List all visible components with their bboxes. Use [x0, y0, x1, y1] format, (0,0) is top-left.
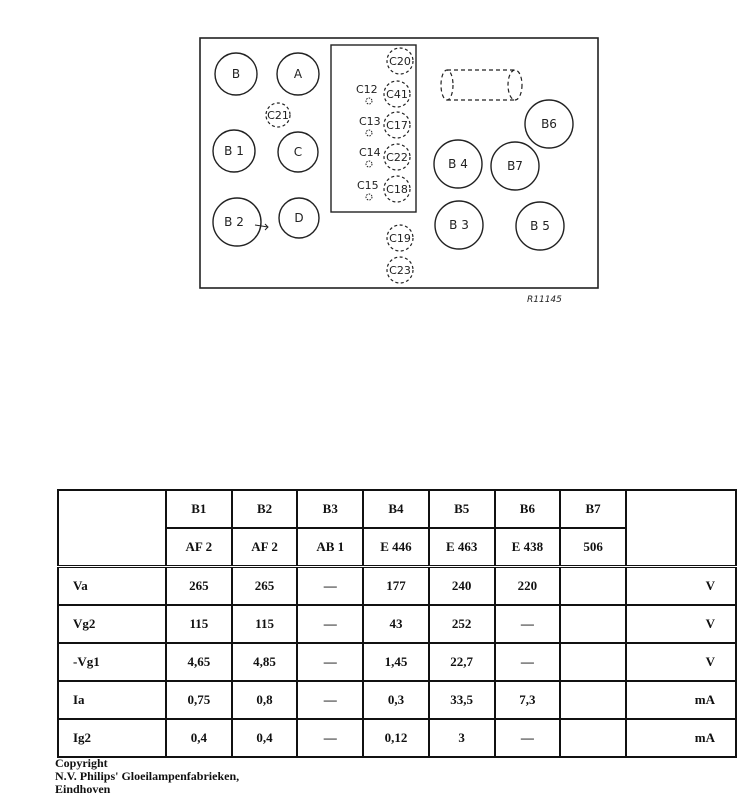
value-cell: — — [495, 719, 561, 757]
copyright-line-1: Copyright — [55, 756, 108, 770]
value-cell: — — [297, 643, 363, 681]
value-cell: 265 — [166, 567, 232, 606]
valve-label-b5: B 5 — [530, 219, 550, 233]
value-cell: 0,8 — [232, 681, 298, 719]
value-cell: 22,7 — [429, 643, 495, 681]
unit-cell: mA — [626, 719, 736, 757]
param-label: Va — [58, 567, 166, 606]
unit-cell: V — [626, 605, 736, 643]
svg-text:C22: C22 — [386, 151, 408, 164]
param-label: Vg2 — [58, 605, 166, 643]
chassis-layout-diagram — [0, 0, 749, 320]
header-valve-b4: B4 — [363, 490, 429, 528]
svg-text:C18: C18 — [386, 183, 408, 196]
value-cell: — — [297, 567, 363, 606]
svg-text:C12: C12 — [356, 83, 378, 96]
value-cell: 0,4 — [166, 719, 232, 757]
value-cell — [560, 719, 626, 757]
value-cell: — — [495, 643, 561, 681]
valve-label-c: C — [293, 145, 303, 159]
valve-label-b2: B 2 — [224, 215, 244, 229]
value-cell — [560, 605, 626, 643]
header-valve-b3: B3 — [297, 490, 363, 528]
valve-socket-b — [215, 53, 257, 95]
capacitor-c21 — [266, 103, 290, 127]
value-cell — [560, 643, 626, 681]
svg-text:C17: C17 — [386, 119, 408, 132]
capacitor-c18 — [384, 176, 410, 202]
valve-label-b7: B7 — [507, 159, 523, 173]
value-cell: — — [297, 681, 363, 719]
type-b4: E 446 — [363, 528, 429, 567]
capacitor-c15 — [357, 179, 379, 200]
type-b5: E 463 — [429, 528, 495, 567]
valve-label-b: B — [231, 67, 241, 81]
capacitor-c20 — [387, 48, 413, 74]
param-label: Ig2 — [58, 719, 166, 757]
value-cell: — — [297, 719, 363, 757]
valve-socket-b3 — [435, 201, 483, 249]
svg-text:C20: C20 — [389, 55, 411, 68]
valve-label-a: A — [293, 67, 303, 81]
copyright-notice — [55, 757, 239, 796]
valve-label-b4: B 4 — [448, 157, 468, 171]
capacitor-c12 — [356, 83, 378, 104]
value-cell: 0,3 — [363, 681, 429, 719]
value-cell: 177 — [363, 567, 429, 606]
svg-text:C14: C14 — [359, 146, 381, 159]
capacitor-c22 — [384, 144, 410, 170]
value-cell: 7,3 — [495, 681, 561, 719]
valve-socket-b4 — [434, 140, 482, 188]
value-cell: 0,4 — [232, 719, 298, 757]
valve-socket-a — [277, 53, 319, 95]
valve-label-b6: B6 — [541, 117, 557, 131]
header-valve-b1: B1 — [166, 490, 232, 528]
header-corner-cell — [58, 490, 166, 567]
value-cell: 115 — [232, 605, 298, 643]
value-cell: 0,75 — [166, 681, 232, 719]
table-header-row-valves — [58, 490, 736, 528]
unit-cell: V — [626, 567, 736, 606]
valve-operating-data-table — [57, 489, 737, 758]
value-cell: 220 — [495, 567, 561, 606]
header-valve-b7: B7 — [560, 490, 626, 528]
svg-text:C21: C21 — [267, 109, 289, 122]
value-cell: 265 — [232, 567, 298, 606]
value-cell — [560, 681, 626, 719]
value-cell: 240 — [429, 567, 495, 606]
capacitor-c13 — [359, 115, 381, 136]
valve-label-b1: B 1 — [224, 144, 244, 158]
param-label: Ia — [58, 681, 166, 719]
svg-text:C19: C19 — [389, 232, 411, 245]
value-cell: 0,12 — [363, 719, 429, 757]
svg-text:C15: C15 — [357, 179, 379, 192]
copyright-line-2: N.V. Philips' Gloeilampenfabrieken, — [55, 769, 240, 783]
valve-socket-b7 — [491, 142, 539, 190]
capacitor-c17 — [384, 112, 410, 138]
header-valve-b2: B2 — [232, 490, 298, 528]
type-b6: E 438 — [495, 528, 561, 567]
value-cell: 3 — [429, 719, 495, 757]
value-cell: 252 — [429, 605, 495, 643]
capacitor-c23 — [387, 257, 413, 283]
valve-socket-b6 — [525, 100, 573, 148]
dashed-cylinder-component — [441, 70, 522, 100]
valve-label-d: D — [294, 211, 304, 225]
header-valve-b6: B6 — [495, 490, 561, 528]
param-label: -Vg1 — [58, 643, 166, 681]
value-cell — [560, 567, 626, 606]
copyright-line-3: Eindhoven — [55, 782, 111, 796]
header-valve-b5: B5 — [429, 490, 495, 528]
svg-text:C23: C23 — [389, 264, 411, 277]
figure-reference: R11145 — [527, 295, 562, 305]
value-cell: 115 — [166, 605, 232, 643]
valve-socket-b1 — [213, 130, 255, 172]
valve-socket-c — [278, 132, 318, 172]
valve-label-b3: B 3 — [449, 218, 469, 232]
type-b7: 506 — [560, 528, 626, 567]
valve-socket-b2 — [213, 198, 261, 246]
valve-socket-d — [279, 198, 319, 238]
value-cell: 1,45 — [363, 643, 429, 681]
type-b2: AF 2 — [232, 528, 298, 567]
valve-socket-b5 — [516, 202, 564, 250]
value-cell: — — [297, 605, 363, 643]
capacitor-c14 — [359, 146, 381, 167]
value-cell: 43 — [363, 605, 429, 643]
table-row-vg2 — [58, 605, 736, 643]
unit-cell: mA — [626, 681, 736, 719]
table-row-ia — [58, 681, 736, 719]
capacitor-c19 — [387, 225, 413, 251]
header-unit-corner-cell — [626, 490, 736, 567]
value-cell: — — [495, 605, 561, 643]
value-cell: 33,5 — [429, 681, 495, 719]
capacitor-c41 — [384, 81, 410, 107]
unit-cell: V — [626, 643, 736, 681]
type-b3: AB 1 — [297, 528, 363, 567]
value-cell: 4,65 — [166, 643, 232, 681]
table-row-va — [58, 567, 736, 606]
table-row-vg1 — [58, 643, 736, 681]
value-cell: 4,85 — [232, 643, 298, 681]
svg-text:C13: C13 — [359, 115, 381, 128]
svg-text:C41: C41 — [386, 88, 408, 101]
table-row-ig2 — [58, 719, 736, 757]
type-b1: AF 2 — [166, 528, 232, 567]
